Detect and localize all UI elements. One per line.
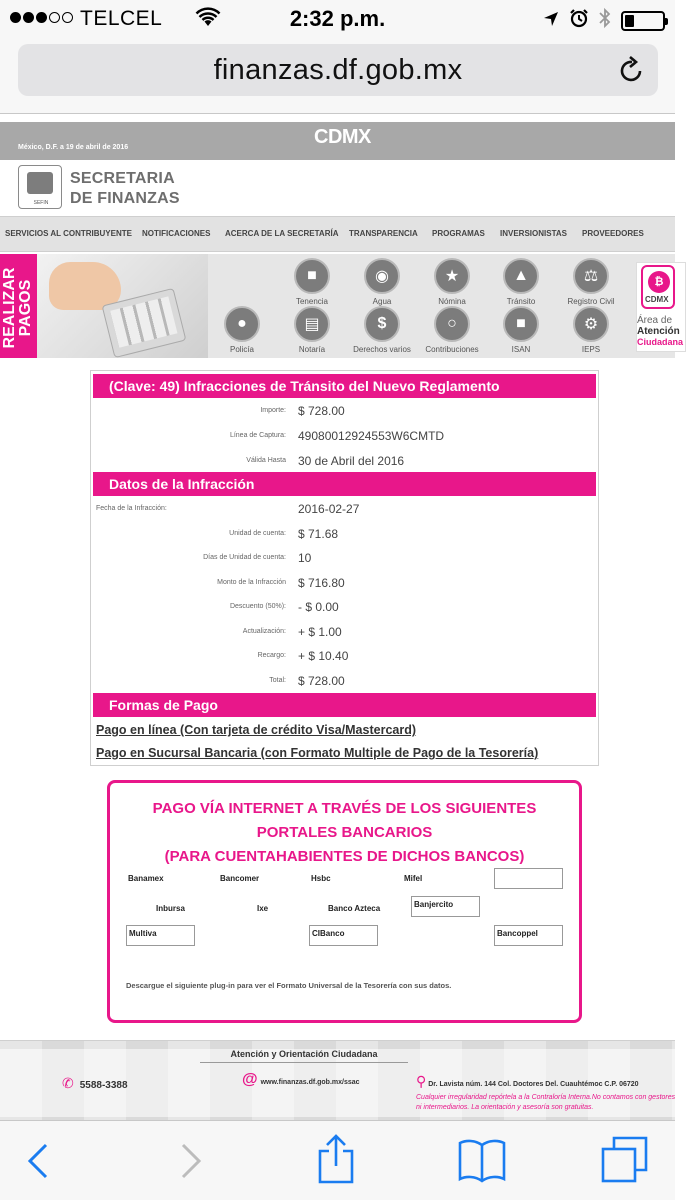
section-header-datos: Datos de la Infracción (93, 472, 596, 496)
service-isan[interactable]: ■ ISAN (486, 306, 556, 354)
recargo-label: Recargo: (257, 652, 286, 659)
dollar-icon: $ (364, 306, 400, 342)
service-ieps[interactable]: ⚙ IEPS (556, 306, 626, 354)
police-icon: ● (224, 306, 260, 342)
dias-value: 10 (298, 551, 312, 565)
gavel-icon: ⚖ (573, 258, 609, 294)
forward-icon[interactable] (175, 1139, 205, 1188)
status-bar (0, 0, 675, 38)
url-text[interactable]: finanzas.df.gob.mx (213, 54, 463, 86)
dias-label: Días de Unidad de cuenta: (203, 554, 286, 561)
footer-heading: Atención y Orientación Ciudadana (200, 1049, 408, 1063)
gear-icon: ⚙ (573, 306, 609, 342)
bank-banjercito[interactable]: Banjercito (411, 896, 480, 917)
actualizacion-value: + $ 1.00 (298, 625, 342, 639)
monto-value: $ 716.80 (298, 576, 345, 590)
nav-inversionistas[interactable]: INVERSIONISTAS (500, 229, 567, 238)
service-contribuciones[interactable]: ○ Contribuciones (417, 306, 487, 354)
service-agua[interactable]: ◉ Agua (347, 258, 417, 306)
bank-cibanco[interactable]: CIBanco (309, 925, 378, 946)
bank-portals-box (107, 780, 582, 1023)
footer-web-link[interactable]: @ www.finanzas.df.gob.mx/ssac (242, 1071, 360, 1088)
bank-bancomer[interactable]: Bancomer (220, 874, 260, 883)
pago-en-sucursal-link[interactable]: Pago en Sucursal Bancaria (con Formato Multiple de Pago de la Tesorería) (96, 746, 539, 760)
payments-banner (0, 254, 684, 358)
payment-detail-panel (90, 370, 599, 766)
document-icon: ▤ (294, 306, 330, 342)
share-icon[interactable] (316, 1133, 356, 1190)
linea-captura-label: Línea de Captura: (229, 432, 286, 439)
sefin-label: SEFIN (33, 200, 49, 206)
carrier-name: TELCEL (80, 7, 163, 30)
section-header-clave: (Clave: 49) Infracciones de Tránsito del Nuevo Reglamento (93, 374, 596, 398)
service-tenencia[interactable]: ■ Tenencia (277, 258, 347, 306)
bank-hsbc[interactable]: Hsbc (311, 874, 331, 883)
linea-captura-value: 49080012924553W6CMTD (298, 429, 445, 443)
service-policia[interactable]: ● Policía (207, 306, 277, 354)
unidad-value: $ 71.68 (298, 527, 339, 541)
bank-multiva[interactable]: Multiva (126, 925, 195, 946)
new-car-icon: ■ (503, 306, 539, 342)
coins-icon: ○ (434, 306, 470, 342)
car-icon: ■ (294, 258, 330, 294)
recargo-value: + $ 10.40 (298, 649, 349, 663)
back-icon[interactable] (24, 1139, 54, 1188)
top-strip (0, 122, 675, 160)
descuento-value: - $ 0.00 (298, 600, 339, 614)
sefin-logo[interactable] (18, 165, 62, 209)
monto-label: Monto de la Infracción (217, 579, 286, 586)
importe-value: $ 728.00 (298, 404, 345, 418)
pago-en-linea-link[interactable]: Pago en línea (Con tarjeta de crédito Visa/Mastercard) (96, 723, 417, 737)
url-field[interactable] (18, 44, 658, 96)
bluetooth-icon (599, 8, 611, 34)
reload-icon[interactable] (618, 55, 646, 90)
valida-hasta-value: 30 de Abril del 2016 (298, 454, 405, 468)
bank-empty-slot (494, 868, 563, 889)
cdmx-logo: CDMX (314, 126, 371, 148)
bank-portals-title: PAGO VÍA INTERNET A TRAVÉS DE LOS SIGUIENTES PORTALES BANCARIOS (PARA CUENTAHABIENTES DE DICHOS BANCOS) (152, 800, 537, 865)
bookmarks-icon[interactable] (457, 1137, 507, 1188)
realizar-pagos-tab[interactable]: REALIZAR PAGOS (0, 254, 37, 358)
fecha-label: Fecha de la Infracción: (96, 505, 167, 512)
nav-acerca[interactable]: ACERCA DE LA SECRETARÍA (225, 229, 339, 238)
clock: 2:32 p.m. (289, 6, 386, 31)
bank-azteca[interactable]: Banco Azteca (328, 904, 381, 913)
bank-bancoppel[interactable]: Bancoppel (494, 925, 563, 946)
tabs-icon[interactable] (600, 1135, 650, 1190)
footer-phone[interactable]: ✆ 5588-3388 (62, 1075, 128, 1091)
bank-inbursa[interactable]: Inbursa (156, 904, 185, 913)
nav-notificaciones[interactable]: NOTIFICACIONES (142, 229, 211, 238)
nav-servicios[interactable]: SERVICIOS AL CONTRIBUYENTE (5, 229, 132, 238)
nav-transparencia[interactable]: TRANSPARENCIA (349, 229, 418, 238)
department-name (70, 169, 180, 209)
water-drop-icon: ◉ (364, 258, 400, 294)
importe-label: Importe: (260, 407, 286, 414)
service-nomina[interactable]: ★ Nómina (417, 258, 487, 306)
plugin-note: Descargue el siguiente plug-in para ver el Formato Universal de la Tesorería con sus datos. (126, 981, 452, 990)
battery-icon (621, 11, 665, 31)
actualizacion-label: Actualización: (242, 628, 286, 635)
service-derechos-varios[interactable]: $ Derechos varios (347, 306, 417, 354)
footer-address: ⚲ Dr. Lavista núm. 144 Col. Doctores Del. Cuauhtémoc C.P. 06720 Cualquier irregularidad repórtela a la Contraloría Interna.No contamos con gestores ni intermediarios. La orientación y asesoría son gratuitas. (416, 1073, 678, 1113)
section-header-formas: Formas de Pago (93, 693, 596, 717)
fecha-value: 2016-02-27 (298, 502, 360, 516)
alarm-icon (569, 8, 589, 34)
payroll-icon: ★ (434, 258, 470, 294)
bank-banamex[interactable]: Banamex (128, 874, 164, 883)
bank-mifel[interactable]: Mifel (404, 874, 423, 883)
nav-proveedores[interactable]: PROVEEDORES (582, 229, 644, 238)
tow-truck-icon: ▲ (503, 258, 539, 294)
browser-url-area (0, 38, 675, 114)
current-date: México, D.F. a 19 de abril de 2016 (18, 144, 129, 151)
atencion-logo-icon: ₿ (648, 271, 670, 293)
footer-warning: Cualquier irregularidad repórtela a la Contraloría Interna.No contamos con gestores ni intermediarios. La orientación y asesoría son gratuitas. (416, 1094, 676, 1111)
web-page (0, 114, 684, 1120)
service-registro-civil[interactable]: ⚖ Registro Civil (556, 258, 626, 306)
unidad-label: Unidad de cuenta: (229, 530, 286, 537)
main-nav (0, 216, 675, 252)
department-name-line2: DE FINANZAS (70, 190, 180, 207)
service-notaria[interactable]: ▤ Notaría (277, 306, 347, 354)
department-name-line1: SECRETARIA (70, 170, 175, 187)
page-footer (0, 1040, 675, 1124)
site-header (0, 160, 675, 216)
total-value: $ 728.00 (298, 674, 345, 688)
map-pin-icon: ⚲ (416, 1073, 427, 1089)
banner-photo (37, 254, 208, 358)
nav-programas[interactable]: PROGRAMAS (432, 229, 485, 238)
bank-ixe[interactable]: Ixe (257, 904, 269, 913)
descuento-label: Descuento (50%): (229, 603, 286, 610)
browser-toolbar (0, 1120, 675, 1200)
location-icon (543, 9, 559, 33)
total-label: Total: (269, 677, 286, 684)
service-transito[interactable]: ▲ Tránsito (486, 258, 556, 306)
atencion-ciudadana-link[interactable]: ₿ CDMX Área de Atención Ciudadana (636, 262, 686, 352)
valida-hasta-label: Válida Hasta (246, 457, 286, 464)
at-icon: @ (242, 1071, 258, 1088)
phone-icon: ✆ (62, 1075, 74, 1091)
